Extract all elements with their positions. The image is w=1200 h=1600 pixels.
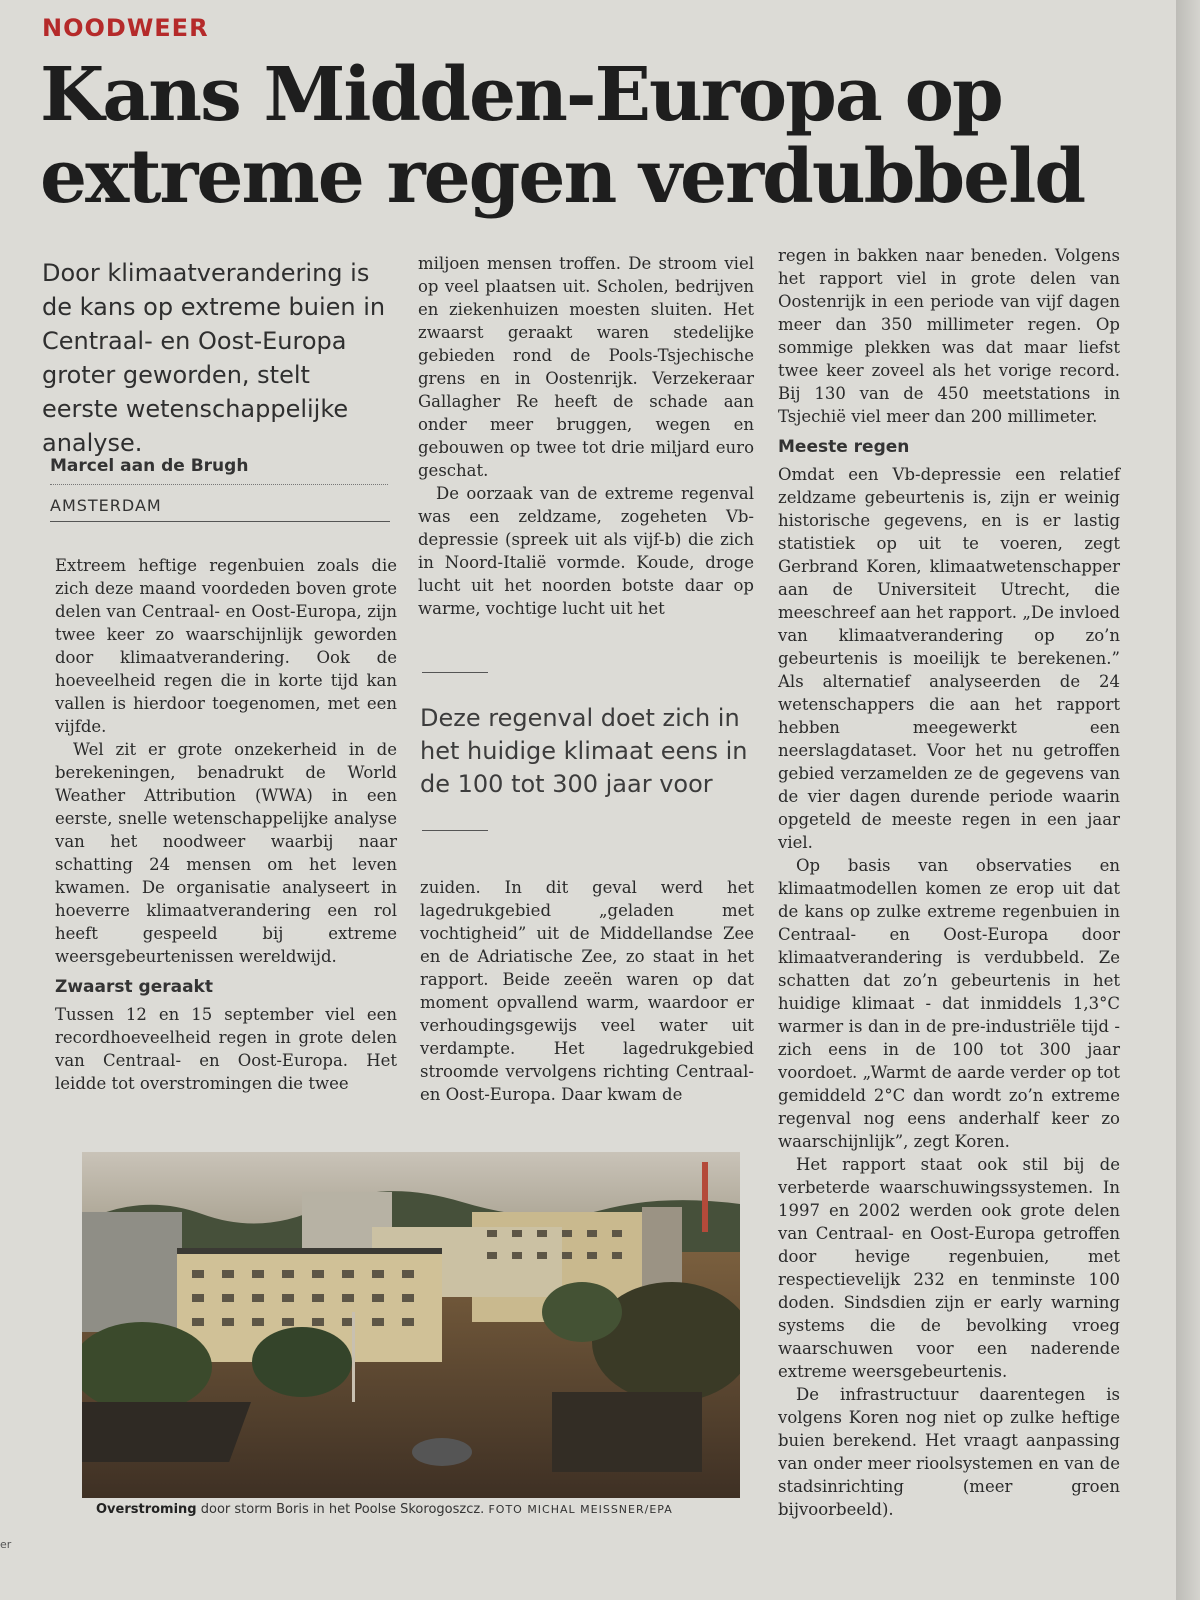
subheading: Meeste regen [778,437,910,457]
article-column-2-top [418,252,754,620]
photo-caption [96,1500,736,1520]
paragraph: Op basis van observaties en klimaatmodellen komen ze erop uit dat de kans op zulke extreme regenbuien in Centraal- en Oost-Europa door klimaatverandering is verdubbeld. Ze schatten dat zo’n gebeurtenis in het huidige klimaat - dat inmiddels 1,3°C warmer is dan in de pre-industriële tijd - zich eens in de 100 tot 300 jaar voordoet. „Warmt de aarde verder op tot gemiddeld 2°C dan wordt zo’n extreme regenval nog eens anderhalf keer zo waarschijnlijk”, zegt Koren. [778,856,1120,1151]
intro-text: Door klimaatverandering is de kans op extreme buien in Centraal- en Oost-Europa groter geworden, stelt eerste wetenschappelijke analyse. [42,259,386,457]
paragraph: De oorzaak van de extreme regenval was een zeldzame, zogeheten Vb-depressie (spreek uit als vijf-b) die zich in Noord-Italië vormde. Koude, droge lucht uit het noorden botste daar op warme, vochtige lucht uit het [418,484,754,618]
paragraph: Het rapport staat ook stil bij de verbeterde waarschuwingssystemen. In 1997 en 2002 werden ook grote delen van Centraal- en Oost-Europa getroffen door hevige regenbuien, met respectievelijk 232 en tenminste 100 doden. Sindsdien zijn er early warning systems die de bevolking vroeg waarschuwen voor een naderende extreme weersgebeurtenis. [778,1155,1120,1381]
flood-photo [82,1152,740,1498]
paragraph: Wel zit er grote onzekerheid in de berekeningen, benadrukt de World Weather Attribution (WWA) in een eerste, snelle wetenschappelijke analyse van het noodweer waarbij naar schatting 24 mensen om het leven kwamen. De organisatie analyseert in hoeverre klimaatverandering een rol heeft gespeeld bij extreme weersgebeurtenissen wereldwijd. [55,740,397,966]
paragraph: miljoen mensen troffen. De stroom viel op veel plaatsen uit. Scholen, bedrijven en ziekenhuizen moesten sluiten. Het zwaarst geraakt waren stedelijke gebieden rond de Pools-Tsjechische grens en in Oostenrijk. Verzekeraar Gallagher Re heeft de schade aan onder meer bruggen, wegen en gebouwen op twee tot drie miljard euro geschat. [418,254,754,480]
paragraph: Tussen 12 en 15 september viel een recordhoeveelheid regen in grote delen van Centraal- en Oost-Europa. Het leidde tot overstromingen die twee [55,1005,397,1093]
article-column-2-bottom [420,876,754,1106]
subheading: Zwaarst geraakt [55,977,213,997]
dateline: AMSTERDAM [50,496,390,522]
paragraph: regen in bakken naar beneden. Volgens het rapport viel in grote delen van Oostenrijk in een periode van vijf dagen meer dan 350 millimeter regen. Op sommige plekken was dat maar liefst twee keer zoveel als het vorige record. Bij 130 van de 450 meetstations in Tsjechië viel meer dan 200 millimeter. [778,246,1120,426]
pullquote-rule-bottom [422,830,488,831]
paragraph: Extreem heftige regenbuien zoals die zich deze maand voordeden boven grote delen van Centraal- en Oost-Europa, zijn twee keer zo waarschijnlijk geworden door klimaatverandering. Ook de hoeveelheid regen die in korte tijd kan vallen is hierdoor toegenomen, met een vijfde. [55,556,397,736]
caption-text: door storm Boris in het Poolse Skorogoszcz. [196,1502,485,1517]
photo-credit: FOTO MICHAL MEISSNER/EPA [488,1503,673,1516]
margin-fragment: er [0,1538,12,1551]
section-kicker: NOODWEER [42,14,209,42]
pullquote-rule-top [422,672,488,673]
article-column-1 [55,554,397,1095]
headline: Kans Midden-Europa op extreme regen verdubbeld [40,52,1085,220]
flood-photo-illustration [82,1152,740,1498]
article-column-3 [778,244,1120,1521]
paragraph: Omdat een Vb-depressie een relatief zeldzame gebeurtenis is, zijn er weinig historische gegevens, en is er lastig statistiek op uit te voeren, zegt Gerbrand Koren, klimaatwetenschapper aan de Universiteit Utrecht, die meeschreef aan het rapport. „De invloed van klimaatverandering op zo’n gebeurtenis is moeilijk te berekenen.” Als alternatief analyseerden de 24 wetenschappers die aan het rapport hebben meegewerkt een neerslagdataset. Voor het nu getroffen gebied verzamelden ze de gegevens van de vier dagen durende periode waarin opgeteld de meeste regen in een jaar viel. [778,465,1120,852]
pullquote: Deze regenval doet zich in het huidige klimaat eens in de 100 tot 300 jaar voor [420,704,748,798]
paragraph: De infrastructuur daarentegen is volgens Koren nog niet op zulke heftige buien berekend. Het vraagt aanpassing van onder meer rioolsystemen en van de stadsinrichting (meer groen bijvoorbeeld). [778,1385,1120,1519]
page-edge [1176,0,1200,1600]
caption-lead: Overstroming [96,1502,197,1517]
byline: Marcel aan de Brugh [50,456,388,485]
paragraph: zuiden. In dit geval werd het lagedrukgebied „geladen met vochtigheid” uit de Middellandse Zee en de Adriatische Zee, zo staat in het rapport. Beide zeeën waren op dat moment opvallend warm, waardoor er verhoudingsgewijs veel water uit verdampte. Het lagedrukgebied stroomde vervolgens richting Centraal- en Oost-Europa. Daar kwam de [420,878,754,1104]
